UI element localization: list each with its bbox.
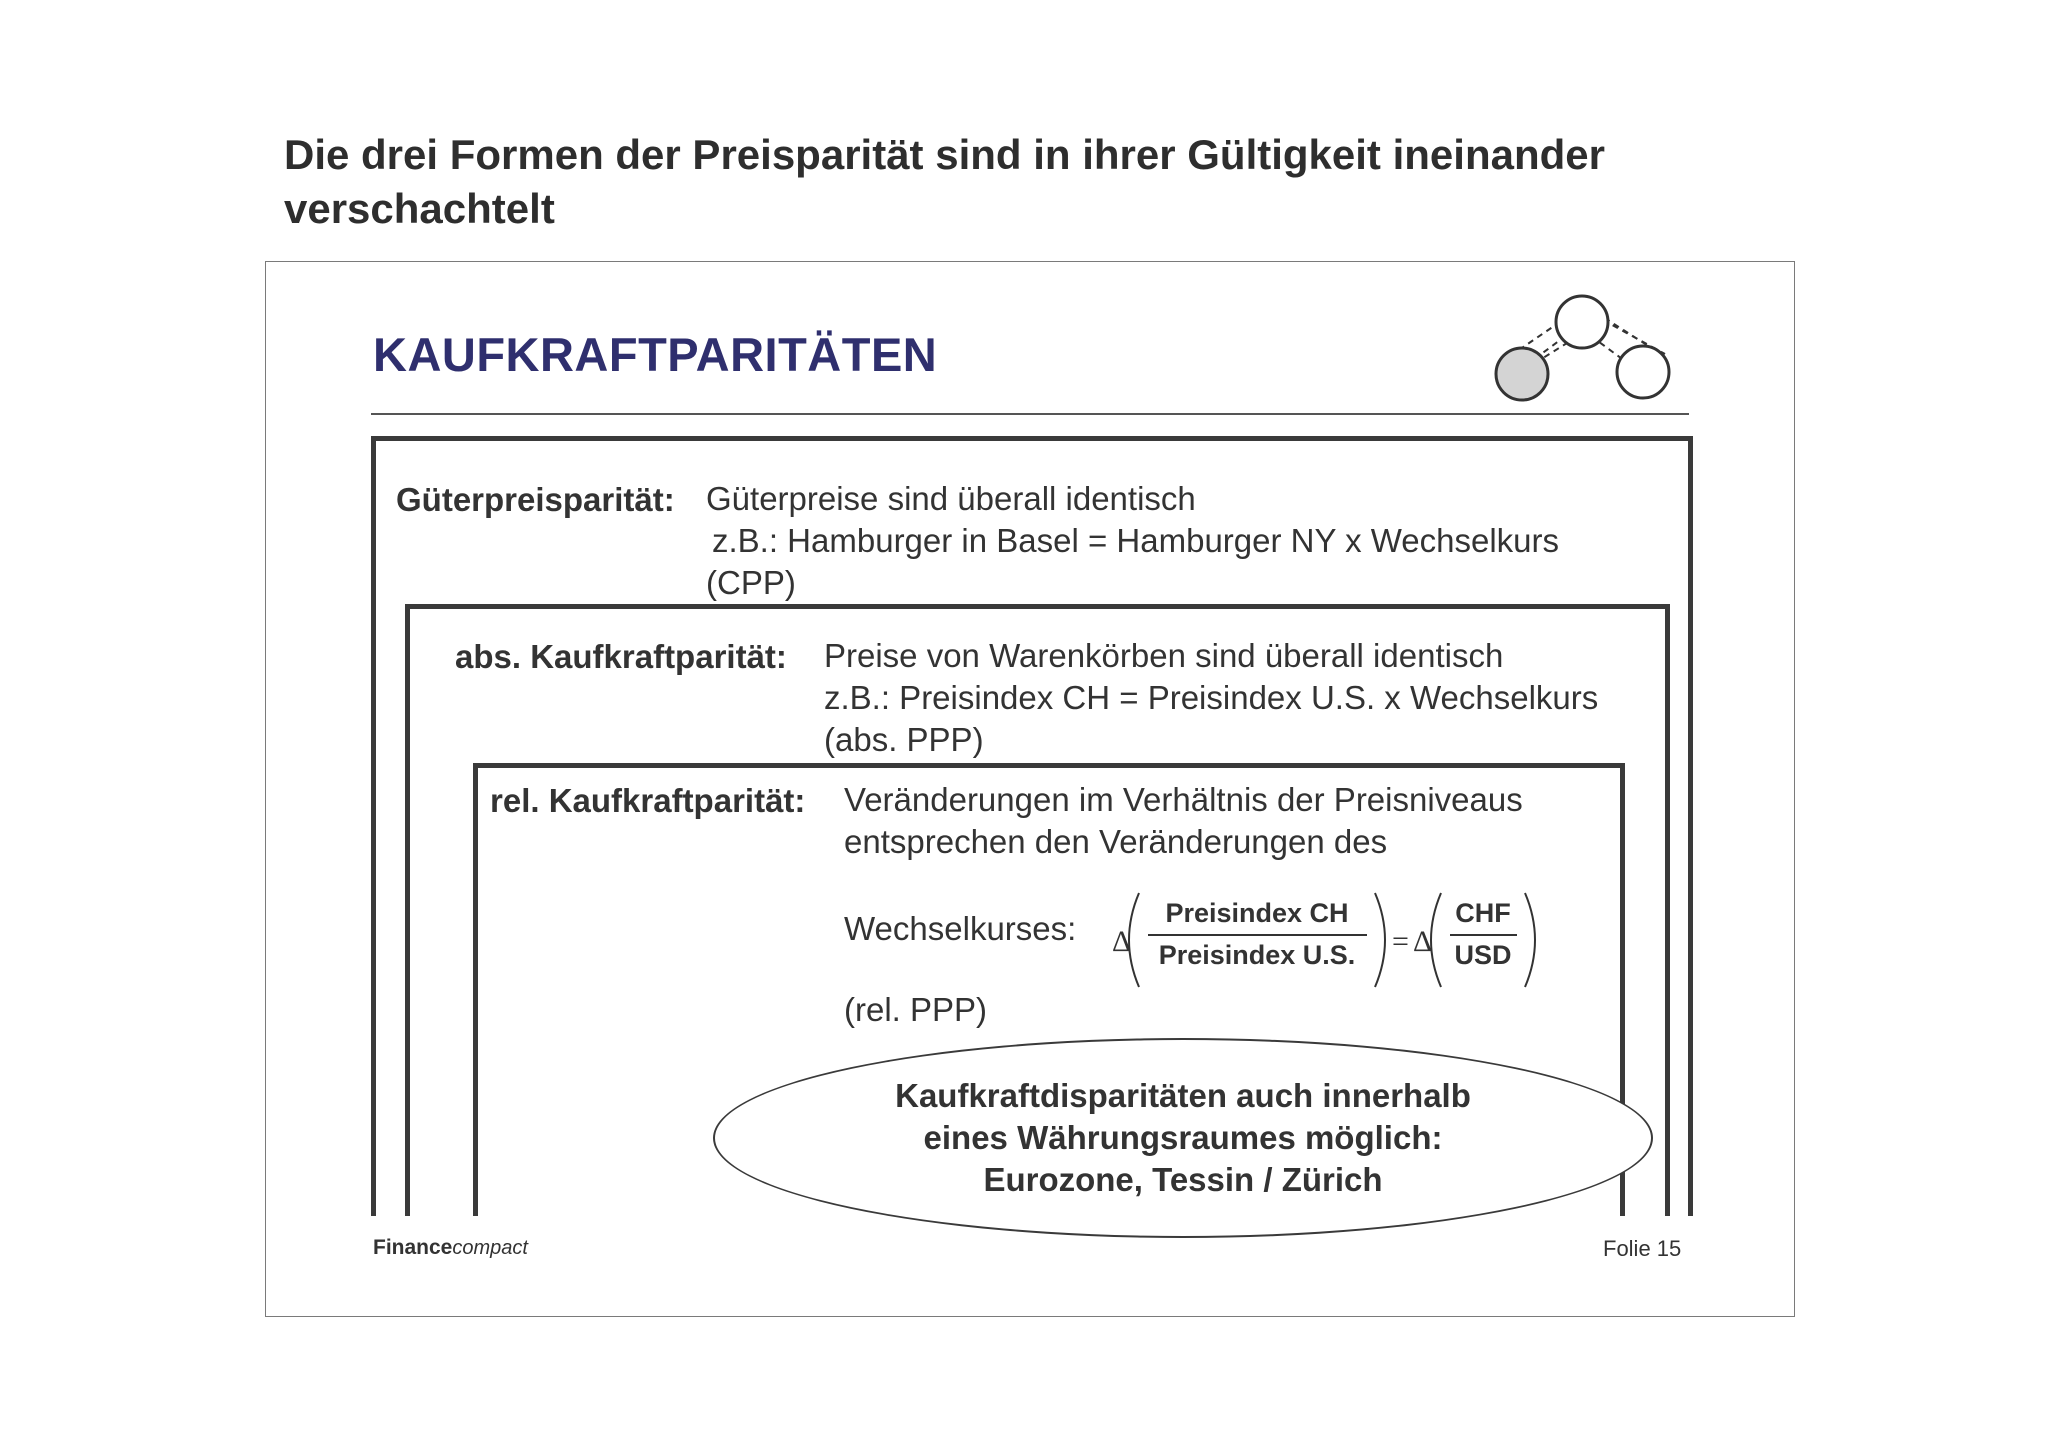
term-rel-kaufkraftparitaet: rel. Kaufkraftparität: — [490, 782, 806, 819]
formula-paren-right-close — [1525, 893, 1535, 987]
right-circle — [1617, 346, 1669, 398]
slide-heading: KAUFKRAFTPARITÄTEN — [373, 328, 938, 381]
desc-line: entsprechen den Veränderungen des — [844, 823, 1388, 860]
desc-gueterpreisparitaet — [706, 478, 1559, 604]
footer-brand — [373, 1236, 528, 1260]
formula-delta-left: Δ — [1112, 925, 1132, 958]
footer-brand-bold: Finance — [373, 1236, 453, 1259]
term-gueterpreisparitaet: Güterpreisparität: — [396, 481, 675, 518]
term-abs-kaufkraftparitaet: abs. Kaufkraftparität: — [455, 638, 787, 675]
left-circle-highlighted — [1496, 348, 1548, 400]
note-line: Kaufkraftdisparitäten auch innerhalb — [895, 1077, 1471, 1114]
formula-right-denominator: USD — [1454, 940, 1512, 970]
desc-line: z.B.: Hamburger in Basel = Hamburger NY x Wechselkurs — [712, 522, 1560, 559]
formula-paren-left-close — [1375, 893, 1385, 987]
note-ellipse — [713, 1038, 1653, 1238]
note-line: Eurozone, Tessin / Zürich — [983, 1161, 1383, 1198]
desc-line: Veränderungen im Verhältnis der Preisniveaus — [844, 781, 1523, 818]
desc-line: z.B.: Preisindex CH = Preisindex U.S. x Wechselkurs — [824, 679, 1599, 716]
desc-line: (CPP) — [706, 564, 796, 601]
formula-paren-right — [1431, 893, 1441, 987]
desc-line: Preise von Warenkörben sind überall identisch — [824, 637, 1504, 674]
desc-line: Güterpreise sind überall identisch — [706, 480, 1196, 517]
desc-rel-kaufkraftparitaet — [844, 779, 1523, 863]
formula-left-denominator: Preisindex U.S. — [1158, 940, 1356, 970]
formula-equals: = — [1392, 925, 1409, 958]
heading-divider — [371, 413, 1689, 415]
three-circles-icon — [1475, 292, 1685, 404]
formula-label: Wechselkurses: — [844, 910, 1077, 947]
page-title-line-1: Die drei Formen der Preisparität sind in ihrer Gültigkeit ineinander — [284, 131, 1605, 178]
rel-ppp-label: (rel. PPP) — [844, 991, 988, 1028]
desc-line: (abs. PPP) — [824, 721, 984, 758]
page-title — [284, 128, 1784, 236]
footer-page-number: Folie 15 — [1603, 1236, 1682, 1261]
note-line: eines Währungsraumes möglich: — [923, 1119, 1443, 1156]
ppp-formula — [1105, 885, 1560, 995]
formula-right-numerator: CHF — [1455, 898, 1511, 928]
page-title-line-2: verschachtelt — [284, 185, 555, 232]
formula-left-numerator: Preisindex CH — [1165, 898, 1349, 928]
formula-delta-right: Δ — [1413, 925, 1433, 958]
desc-abs-kaufkraftparitaet — [824, 635, 1598, 761]
footer-brand-italic: compact — [452, 1237, 528, 1259]
top-circle — [1556, 296, 1608, 348]
